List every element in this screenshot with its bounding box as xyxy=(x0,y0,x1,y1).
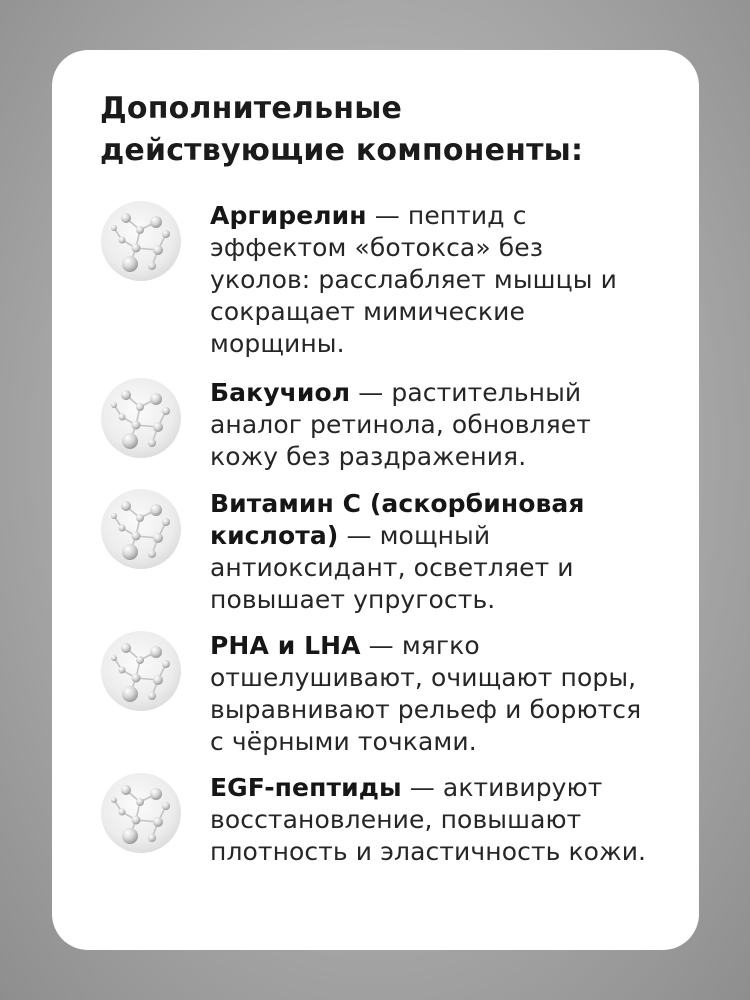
page-title xyxy=(100,88,583,172)
molecule-icon xyxy=(100,488,182,570)
ingredient-description: — растительный аналог ретинола, обновляет кожу без раздражения. xyxy=(210,378,591,471)
ingredient-text xyxy=(210,377,650,473)
ingredient-name: PHA и LHA xyxy=(210,631,361,660)
molecule-icon xyxy=(100,772,182,854)
ingredient-text xyxy=(210,488,650,616)
molecule-icon xyxy=(100,630,182,712)
ingredient-text xyxy=(210,772,650,868)
ingredient-name: EGF-пептиды xyxy=(210,773,402,802)
title-line-1: Дополнительные xyxy=(100,91,403,126)
ingredient-name: Бакучиол xyxy=(210,378,351,407)
molecule-icon xyxy=(100,200,182,282)
ingredient-description: — мягко отшелушивают, очищают поры, выравнивают рельеф и борются с чёрными точками. xyxy=(210,631,642,756)
ingredient-text xyxy=(210,200,650,360)
ingredient-description: — активируют восстановление, повышают плотность и эластичность кожи. xyxy=(210,773,647,866)
ingredient-name: Витамин С (аскорбиновая кислота) xyxy=(210,489,585,550)
molecule-icon xyxy=(100,377,182,459)
ingredient-name: Аргирелин xyxy=(210,201,367,230)
ingredient-description: — мощный антиоксидант, осветляет и повышает упругость. xyxy=(210,521,574,614)
title-line-2: действующие компоненты: xyxy=(100,133,584,168)
content-card xyxy=(52,50,699,950)
ingredient-description: — пептид с эффектом «ботокса» без уколов: расслабляет мышцы и сокращает мимические морщины. xyxy=(210,201,617,358)
ingredient-text xyxy=(210,630,650,758)
